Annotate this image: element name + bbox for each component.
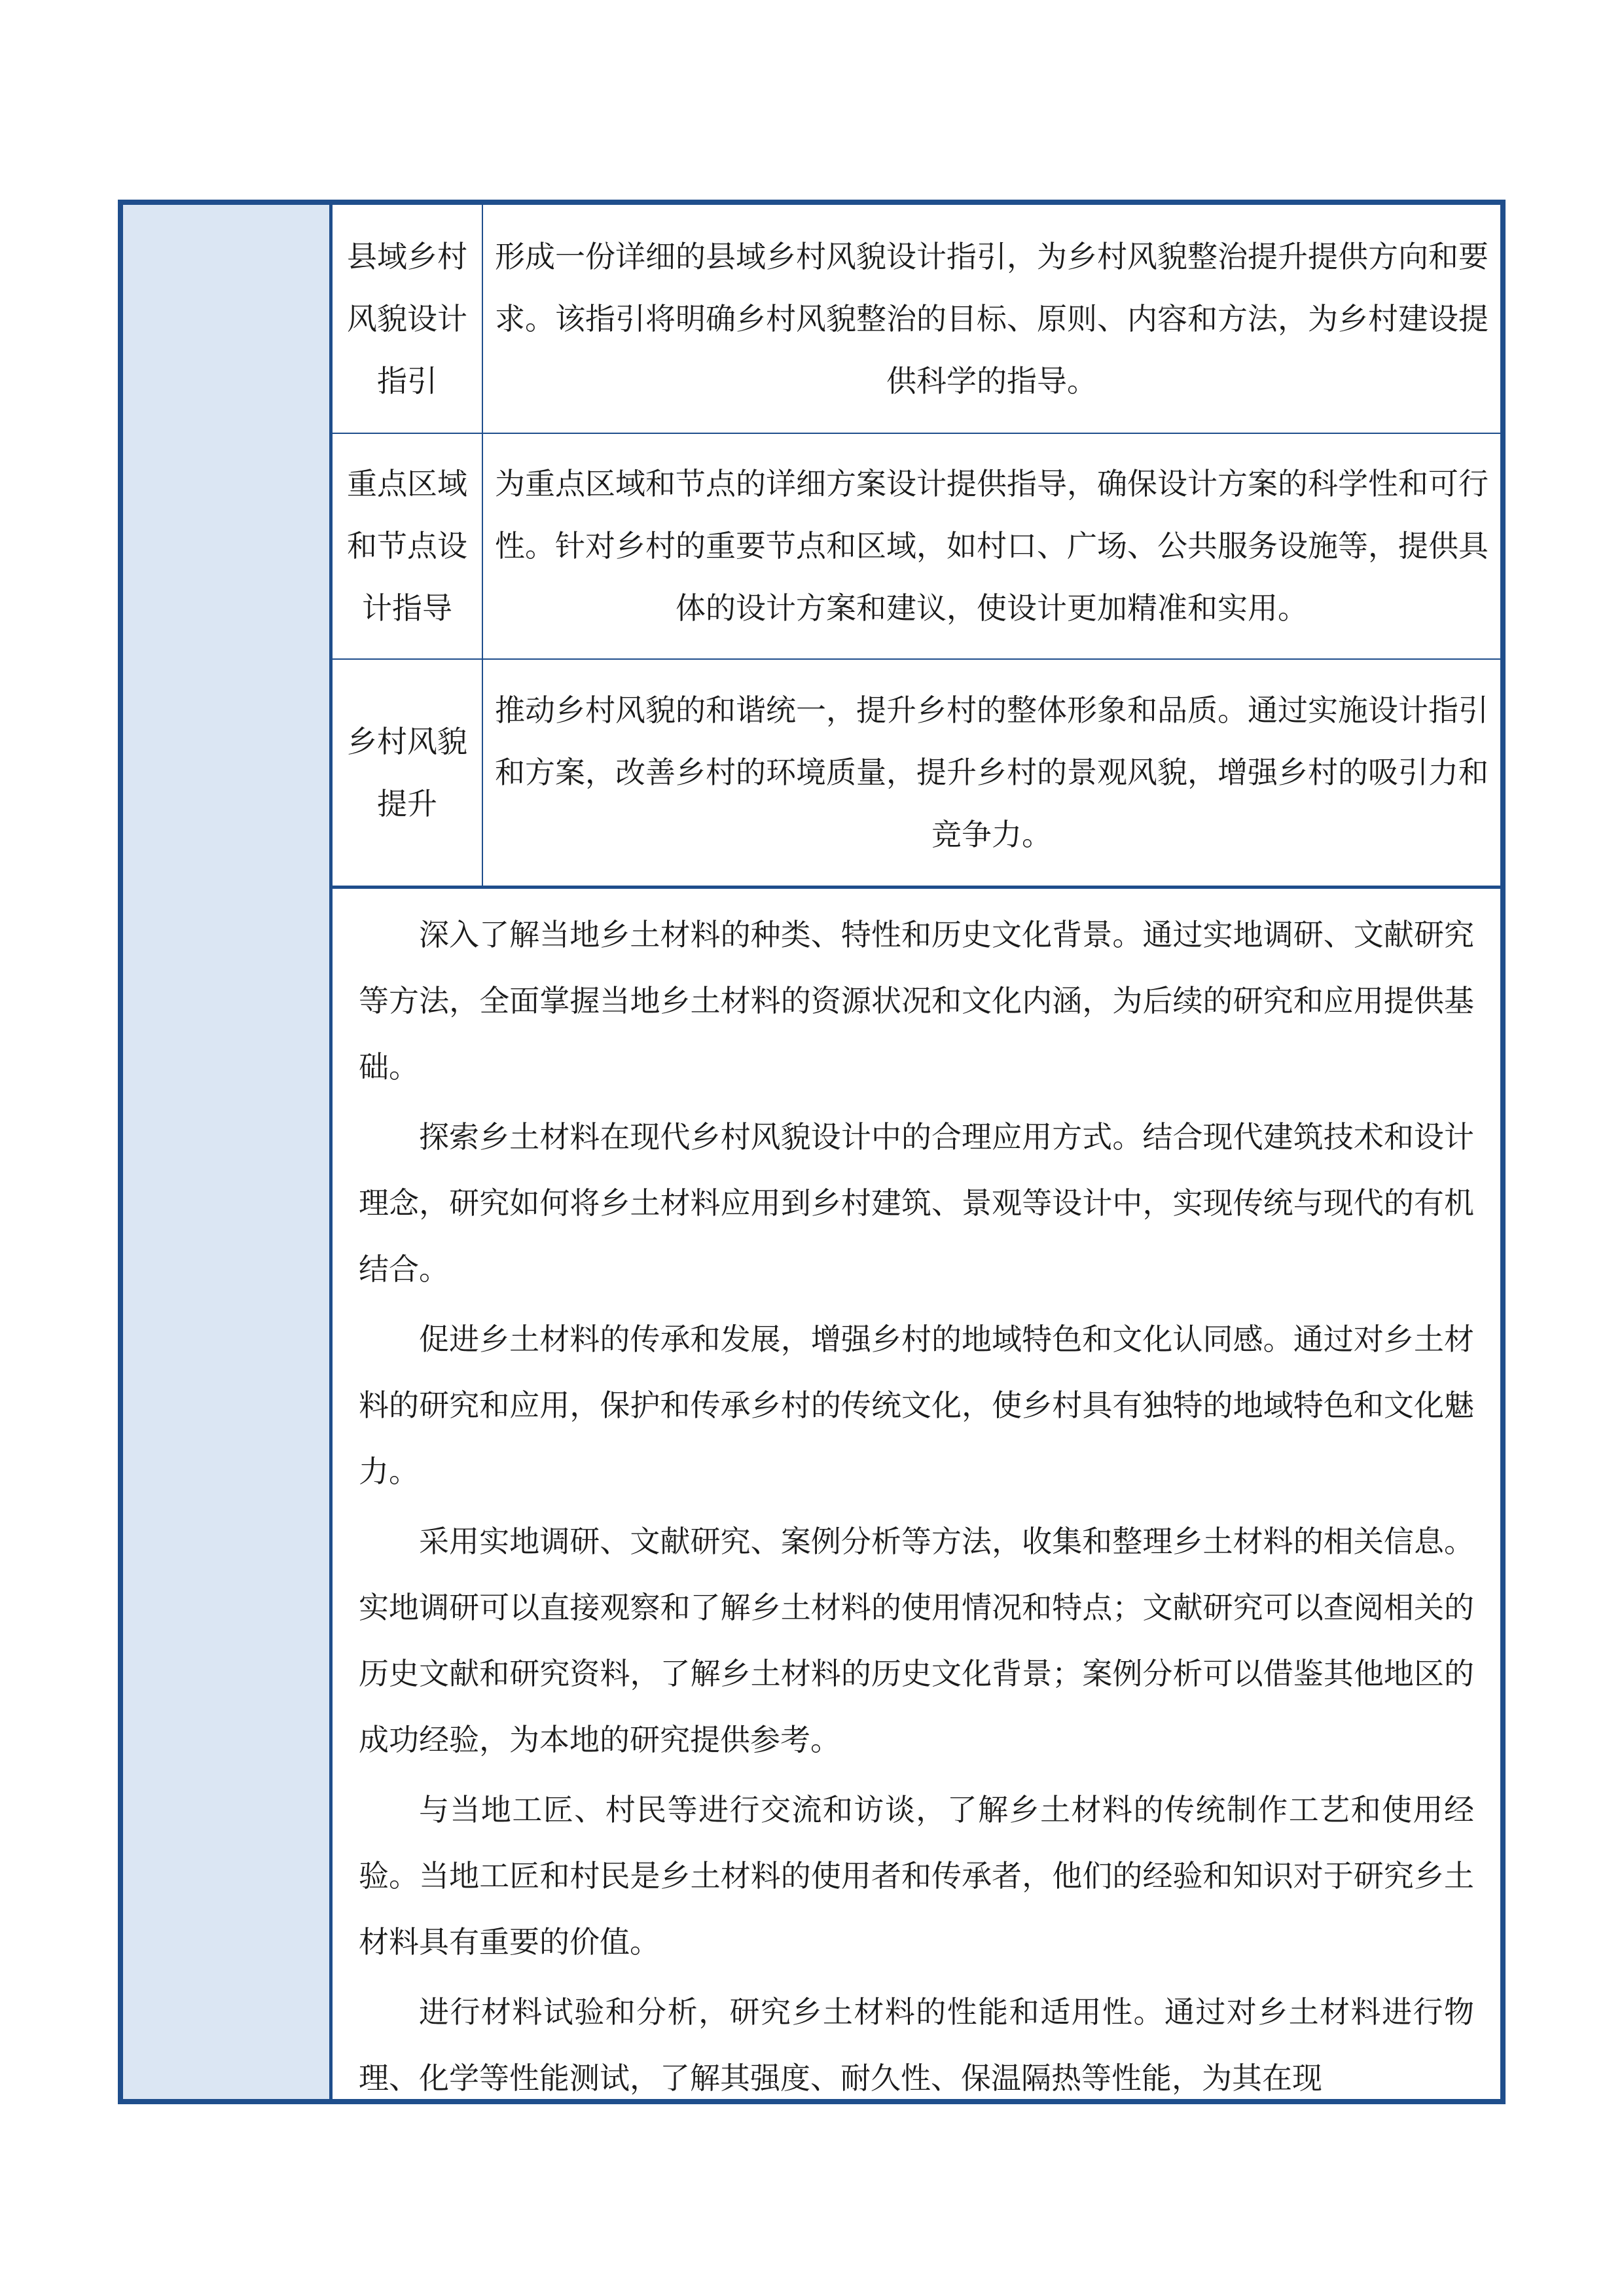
body-paragraph: 进行材料试验和分析，研究乡土材料的性能和适用性。通过对乡土材料进行物理、化学等性能测试，了解其强度、耐久性、保温隔热等性能，为其在现 [359,1994,1474,2096]
side-column [123,205,333,2099]
body-paragraph: 与当地工匠、村民等进行交流和访谈，了解乡土材料的传统制作工艺和使用经验。当地工匠和村民是乡土材料的使用者和传承者，他们的经验和知识对于研究乡土材料具有重要的价值。 [359,1792,1474,1960]
body-paragraph: 采用实地调研、文献研究、案例分析等方法，收集和整理乡土材料的相关信息。实地调研可以直接观察和了解乡土材料的使用情况和特点；文献研究可以查阅相关的历史文献和研究资料，了解乡土材料的历史文化背景；案例分析可以借鉴其他地区的成功经验，为本地的研究提供参考。 [359,1524,1474,1757]
row-description-cell [483,660,1500,886]
row-label-cell [333,660,483,886]
body-paragraph: 深入了解当地乡土材料的种类、特性和历史文化背景。通过实地调研、文献研究等方法，全面掌握当地乡土材料的资源状况和文化内涵，为后续的研究和应用提供基础。 [359,917,1474,1085]
row-label-cell [333,205,483,433]
document-table-frame [118,200,1506,2104]
row-label-cell [333,434,483,658]
body-paragraph: 探索乡土材料在现代乡村风貌设计中的合理应用方式。结合现代建筑技术和设计理念，研究如何将乡土材料应用到乡村建筑、景观等设计中，实现传统与现代的有机结合。 [359,1119,1474,1287]
row-description: 为重点区域和节点的详细方案设计提供指导，确保设计方案的科学性和可行性。针对乡村的重要节点和区域，如村口、广场、公共服务设施等，提供具体的设计方案和建议，使设计更加精准和实用。 [495,466,1489,626]
table-row [333,205,1500,434]
row-label: 县域乡村风貌设计指引 [347,238,467,399]
table-row [333,660,1500,889]
body-text-section [359,902,1474,2099]
content-area [333,205,1500,2099]
row-description-cell [483,434,1500,658]
body-paragraph: 促进乡土材料的传承和发展，增强乡村的地域特色和文化认同感。通过对乡土材料的研究和应用，保护和传承乡村的传统文化，使乡村具有独特的地域特色和文化魅力。 [359,1321,1474,1489]
row-label: 乡村风貌提升 [347,723,467,821]
row-label: 重点区域和节点设计指导 [347,466,467,626]
row-description-cell [483,205,1500,433]
row-description: 推动乡村风貌的和谐统一，提升乡村的整体形象和品质。通过实施设计指引和方案，改善乡村的环境质量，提升乡村的景观风貌，增强乡村的吸引力和竞争力。 [495,692,1489,852]
row-description: 形成一份详细的县域乡村风貌设计指引，为乡村风貌整治提升提供方向和要求。该指引将明确乡村风貌整治的目标、原则、内容和方法，为乡村建设提供科学的指导。 [495,238,1489,399]
table-row [333,434,1500,660]
